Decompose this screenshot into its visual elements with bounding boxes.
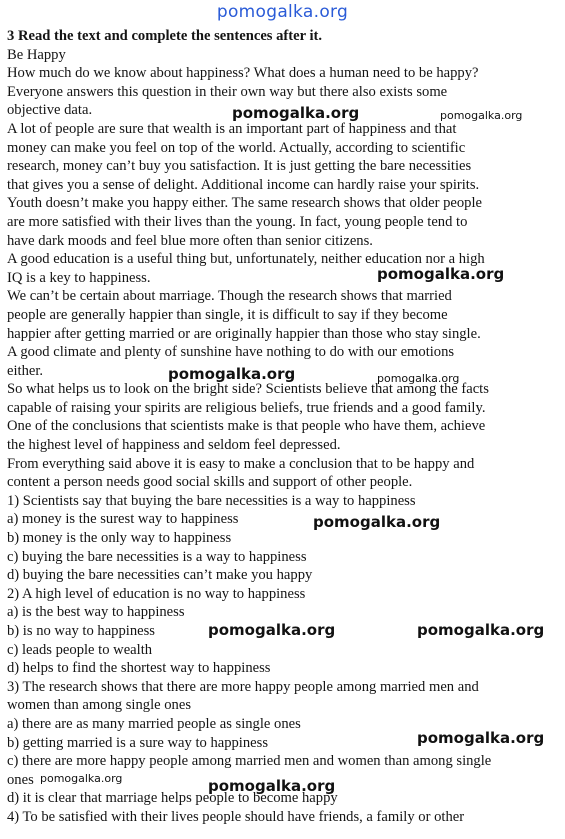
watermark-text: pomogalka.org: [40, 772, 123, 785]
option-2a: a) is the best way to happiness: [7, 604, 185, 621]
text-line: From everything said above it is easy to make a conclusion that to be happy and: [7, 455, 475, 472]
text-line: One of the conclusions that scientists make is that people who have them, achieve: [7, 418, 486, 435]
watermark-text: pomogalka.org: [417, 621, 545, 639]
option-3c-cont: ones: [7, 771, 34, 788]
question-4: 4) To be satisfied with their lives people should have friends, a family or other: [7, 808, 465, 825]
text-line: objective data.: [7, 102, 93, 119]
text-line: Everyone answers this question in their own way but there also exists some: [7, 83, 448, 100]
text-line: A good education is a useful thing but, unfortunately, neither education nor a high: [7, 251, 485, 268]
option-3c: c) there are more happy people among married men and women than among single: [7, 753, 492, 770]
option-3b: b) getting married is a sure way to happiness: [7, 734, 268, 751]
text-line: capable of raising your spirits are religious beliefs, true friends and a good family.: [7, 399, 486, 416]
option-1a: a) money is the surest way to happiness: [7, 511, 239, 528]
text-line: How much do we know about happiness? What does a human need to be happy?: [7, 65, 479, 82]
text-line: So what helps us to look on the bright side? Scientists believe that among the facts: [7, 381, 489, 398]
question-3: 3) The research shows that there are more happy people among married men and: [7, 678, 479, 695]
option-1b: b) money is the only way to happiness: [7, 530, 232, 547]
text-line: that gives you a sense of delight. Additional income can hardly raise your spirits.: [7, 176, 480, 193]
watermark-text: pomogalka.org: [208, 621, 336, 639]
option-2b: b) is no way to happiness: [7, 623, 155, 639]
header-watermark: pomogalka.org: [216, 2, 349, 22]
watermark-text: pomogalka.org: [208, 777, 336, 795]
task-heading: 3 Read the text and complete the sentences after it.: [7, 28, 323, 44]
question-2: 2) A high level of education is no way to happiness: [7, 585, 306, 602]
text-line: IQ is a key to happiness.: [7, 269, 151, 286]
question-3-cont: women than among single ones: [7, 697, 192, 714]
watermark-text: pomogalka.org: [377, 372, 460, 385]
text-line: either.: [7, 362, 44, 379]
text-line: happier after getting married or are originally happier than those who stay single.: [7, 325, 481, 342]
watermark-text: pomogalka.org: [417, 729, 545, 747]
watermark-text: pomogalka.org: [313, 513, 441, 531]
text-line: are more satisfied with their lives than the young. In fact, young people tend to: [7, 213, 468, 230]
text-line: We can’t be certain about marriage. Though the research shows that married: [7, 288, 452, 305]
option-1d: d) buying the bare necessities can’t make you happy: [7, 567, 313, 584]
text-line: the highest level of happiness and seldom feel depressed.: [7, 437, 341, 454]
option-2c: c) leads people to wealth: [7, 641, 153, 658]
option-3a: a) there are as many married people as single ones: [7, 715, 301, 732]
text-line: content a person needs good social skills and support of other people.: [7, 474, 413, 491]
text-line: Youth doesn’t make you happy either. The same research shows that older people: [7, 195, 483, 212]
text-line: have dark moods and feel blue more often than senior citizens.: [7, 232, 373, 249]
text-line: A good climate and plenty of sunshine have nothing to do with our emotions: [7, 344, 455, 361]
text-line: A lot of people are sure that wealth is an important part of happiness and that: [7, 120, 457, 137]
watermark-text: pomogalka.org: [168, 365, 296, 383]
watermark-text: pomogalka.org: [377, 265, 505, 283]
document-text: [7, 27, 559, 827]
option-2d: d) helps to find the shortest way to happiness: [7, 660, 271, 677]
watermark-text: pomogalka.org: [232, 104, 360, 122]
option-1c: c) buying the bare necessities is a way to happiness: [7, 548, 307, 565]
text-line: money can make you feel on top of the world. Actually, according to scientific: [7, 139, 466, 156]
watermark-text: pomogalka.org: [440, 109, 523, 122]
question-1: 1) Scientists say that buying the bare necessities is a way to happiness: [7, 492, 416, 509]
text-line: people are generally happier than single, it is difficult to say if they become: [7, 306, 448, 323]
text-line: research, money can’t buy you satisfaction. It is just getting the bare necessities: [7, 158, 472, 175]
option-3d: d) it is clear that marriage helps people to become happy: [7, 790, 338, 807]
text-title: Be Happy: [7, 46, 66, 63]
